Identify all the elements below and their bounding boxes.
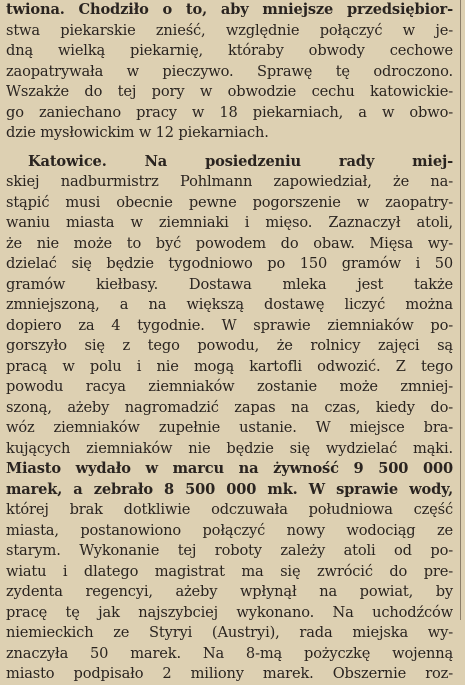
text-line: miasto podpisało 2 miliony marek. Obszernie roz- — [6, 665, 453, 682]
text-line: stwa piekarskie znieść, względnie połączyć w je- — [6, 21, 453, 39]
text-line: twiona. Chodziło o to, aby mniejsze przedsiębior- — [6, 1, 453, 18]
text-line: zydenta regencyi, ażeby wpłynął na powiat, by — [6, 583, 453, 600]
text-line: Miasto wydało w marcu na żywność 9 500 000 — [6, 460, 453, 477]
text-line: szoną, ażeby nagromadzić zapas na czas, kiedy do- — [6, 398, 453, 416]
paragraph-katowice — [6, 152, 453, 685]
column-divider — [460, 0, 461, 620]
text-line: Katowice. Na posiedzeniu rady miej- — [28, 152, 453, 170]
text-line: zmniejszoną, a na większą dostawę liczyć można — [6, 296, 453, 313]
text-line: dną wielką piekarnię, któraby obwody cechowe — [6, 42, 453, 59]
text-line: powodu racya ziemniaków zostanie może zmniej- — [6, 378, 453, 395]
text-line: zaopatrywała w pieczywo. Sprawę tę odroczono. — [6, 62, 453, 80]
text-line: waniu miasta w ziemniaki i mięso. Zaznaczył atoli, — [6, 214, 453, 231]
text-line: wóz ziemniaków zupełnie ustanie. W miejsce bra- — [6, 419, 453, 436]
text-line: dzielać się będzie tygodniowo po 150 gramów i 50 — [6, 255, 453, 272]
text-line: pracą w polu i nie mogą kartofli odwozić. Z tego — [6, 357, 453, 375]
text-line: skiej nadburmistrz Pohlmann zapowiedział, że na- — [6, 173, 453, 190]
text-line: dopiero za 4 tygodnie. W sprawie ziemniaków po- — [6, 316, 453, 334]
text-line: gorszyło się z tego powodu, że rolnicy zajęci są — [6, 337, 453, 354]
text-line: wiatu i dlatego magistrat ma się zwrócić do pre- — [6, 562, 453, 580]
text-line: że nie może to być powodem do obaw. Mięsa wy- — [6, 234, 453, 252]
text-line: Wszakże do tej pory w obwodzie cechu katowickie- — [6, 83, 453, 100]
paragraph-bakeries — [6, 0, 453, 144]
text-line: marek, a zebrało 8 500 000 mk. W sprawie wody, — [6, 480, 453, 498]
text-line: niemieckich ze Styryi (Austryi), rada miejska wy- — [6, 624, 453, 641]
text-line: gramów kiełbasy. Dostawa mleka jest także — [6, 275, 453, 293]
text-line: stąpić musi obecnie pewne pogorszenie w zaopatry- — [6, 193, 453, 211]
text-line: dzie mysłowickim w 12 piekarniach. — [6, 124, 269, 141]
text-line: pracę tę jak najszybciej wykonano. Na uchodźców — [6, 603, 453, 621]
text-line: go zaniechano pracy w 18 piekarniach, a w obwo- — [6, 103, 453, 121]
text-line: kujących ziemniaków nie będzie się wydzielać mąki. — [6, 439, 453, 457]
text-line: której brak dotkliwie odczuwała południowa część — [6, 501, 453, 518]
text-line: starym. Wykonanie tej roboty zależy atoli od po- — [6, 542, 453, 559]
text-line: znaczyła 50 marek. Na 8-mą pożyczkę wojenną — [6, 644, 453, 662]
text-line: miasta, postanowiono połączyć nowy wodociąg ze — [6, 521, 453, 539]
